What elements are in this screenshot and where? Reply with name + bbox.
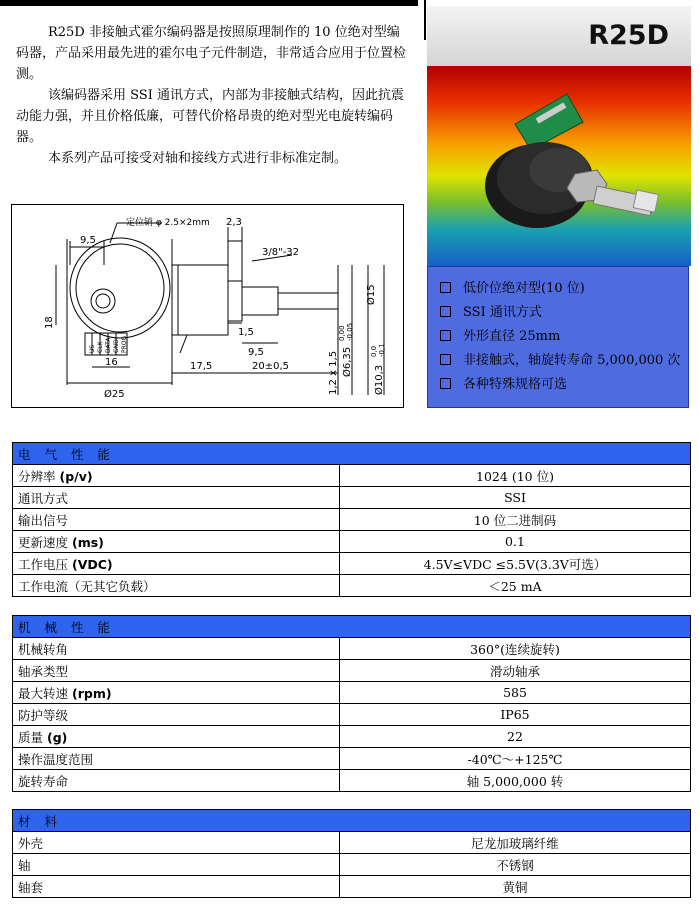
dim-17-5: 17,5 xyxy=(190,361,213,372)
table-row: 轴承类型 滑动轴承 xyxy=(13,660,691,682)
table-row: 操作温度范围 -40℃～+125℃ xyxy=(13,748,691,770)
pin-label-us: US xyxy=(89,344,96,353)
dim-d15: Ø15 xyxy=(366,284,377,305)
table-row: 防护等级 IP65 xyxy=(13,704,691,726)
pin-label-data: DATA xyxy=(105,337,112,353)
dim-9-5-bottom: 9,5 xyxy=(248,347,264,358)
dim-d10-3-tol-down: -0,1 xyxy=(378,343,386,357)
dim-d6-35: Ø6,35 xyxy=(342,346,353,377)
dim-2-3: 2,3 xyxy=(226,217,242,228)
table-row: 外壳 尼龙加玻璃纤维 xyxy=(13,832,691,854)
dim-1-2x1-5: 1,2 x 1,5 xyxy=(328,350,339,395)
intro-paragraph-3: 本系列产品可接受对轴和接线方式进行非标准定制。 xyxy=(48,151,348,166)
materials-title: 材 料 xyxy=(13,810,691,832)
checkbox-icon xyxy=(440,282,451,293)
mechanical-title: 机 械 性 能 xyxy=(13,616,691,638)
table-row: 质量 (g) 22 xyxy=(13,726,691,748)
dimension-drawing xyxy=(11,204,404,408)
pin-label: 定位销 φ 2.5×2mm xyxy=(126,218,210,228)
product-photo xyxy=(427,66,691,266)
feature-item: 低价位绝对型(10 位) xyxy=(440,277,688,301)
top-rule xyxy=(0,0,418,6)
checkbox-icon xyxy=(440,306,451,317)
table-row: 轴套 黄铜 xyxy=(13,876,691,898)
dim-20: 20±0,5 xyxy=(252,361,290,372)
checkbox-icon xyxy=(440,378,451,389)
dim-18: 18 xyxy=(44,316,55,329)
intro-text xyxy=(16,22,406,169)
mechanical-table xyxy=(12,615,691,792)
materials-table xyxy=(12,809,691,898)
product-header xyxy=(427,6,691,66)
dimension-drawing-svg xyxy=(12,205,403,407)
top-vertical-rule xyxy=(424,0,426,40)
electrical-title: 电 气 性 能 xyxy=(13,443,691,465)
feature-item: 外形直径 25mm xyxy=(440,325,688,349)
table-row: 分辨率 (p/v) 1024 (10 位) xyxy=(13,465,691,487)
checkbox-icon xyxy=(440,354,451,365)
dim-thread: 3/8"-32 xyxy=(262,247,300,258)
pin-label-clk: CLK xyxy=(97,341,104,353)
table-row: 旋转寿命 轴 5,000,000 转 xyxy=(13,770,691,792)
intro-paragraph-1: R25D 非接触式霍尔编码器是按照原理制作的 10 位绝对型编码器，产品采用最先进的霍尔电子元件制造，非常适合应用于位置检测。 xyxy=(16,25,407,82)
product-title: R25D xyxy=(588,20,669,51)
table-row: 通讯方式 SSI xyxy=(13,487,691,509)
feature-item: 非接触式，轴旋转寿命 5,000,000 次 xyxy=(440,349,688,373)
table-row: 工作电流（无其它负载） ＜25 mA xyxy=(13,575,691,597)
dim-25: Ø25 xyxy=(104,389,125,400)
table-row: 输出信号 10 位二进制码 xyxy=(13,509,691,531)
table-row: 最大转速 (rpm) 585 xyxy=(13,682,691,704)
feature-list xyxy=(427,266,689,408)
pin-label-gnd: GND xyxy=(113,339,120,353)
encoder-photo-icon xyxy=(427,66,691,266)
table-row: 机械转角 360°(连续旋转) xyxy=(13,638,691,660)
intro-paragraph-2: 该编码器采用 SSI 通讯方式，内部为非接触式结构，因此抗震动能力强，并且价格低廉，可替代价格昂贵的绝对型光电旋转编码器。 xyxy=(16,88,404,145)
dim-d10-3: Ø10,3 xyxy=(374,364,385,395)
table-row: 更新速度 (ms) 0.1 xyxy=(13,531,691,553)
pin-label-prog: PROG xyxy=(121,335,128,353)
dim-d6-35-tol-down: -0,05 xyxy=(346,322,354,341)
dim-16: 16 xyxy=(105,357,118,368)
table-row: 工作电压 (VDC) 4.5V≤VDC ≤5.5V(3.3V可选） xyxy=(13,553,691,575)
electrical-table xyxy=(12,442,691,597)
dim-d6-35-tol-up: 0,00 xyxy=(338,325,346,341)
dim-9-5-top: 9,5 xyxy=(80,235,96,246)
dim-d10-3-tol-up: 0,0 xyxy=(370,345,378,357)
dim-1-5: 1,5 xyxy=(238,327,254,338)
feature-item: SSI 通讯方式 xyxy=(440,301,688,325)
feature-item: 各种特殊规格可选 xyxy=(440,373,688,397)
table-row: 轴 不锈钢 xyxy=(13,854,691,876)
checkbox-icon xyxy=(440,330,451,341)
